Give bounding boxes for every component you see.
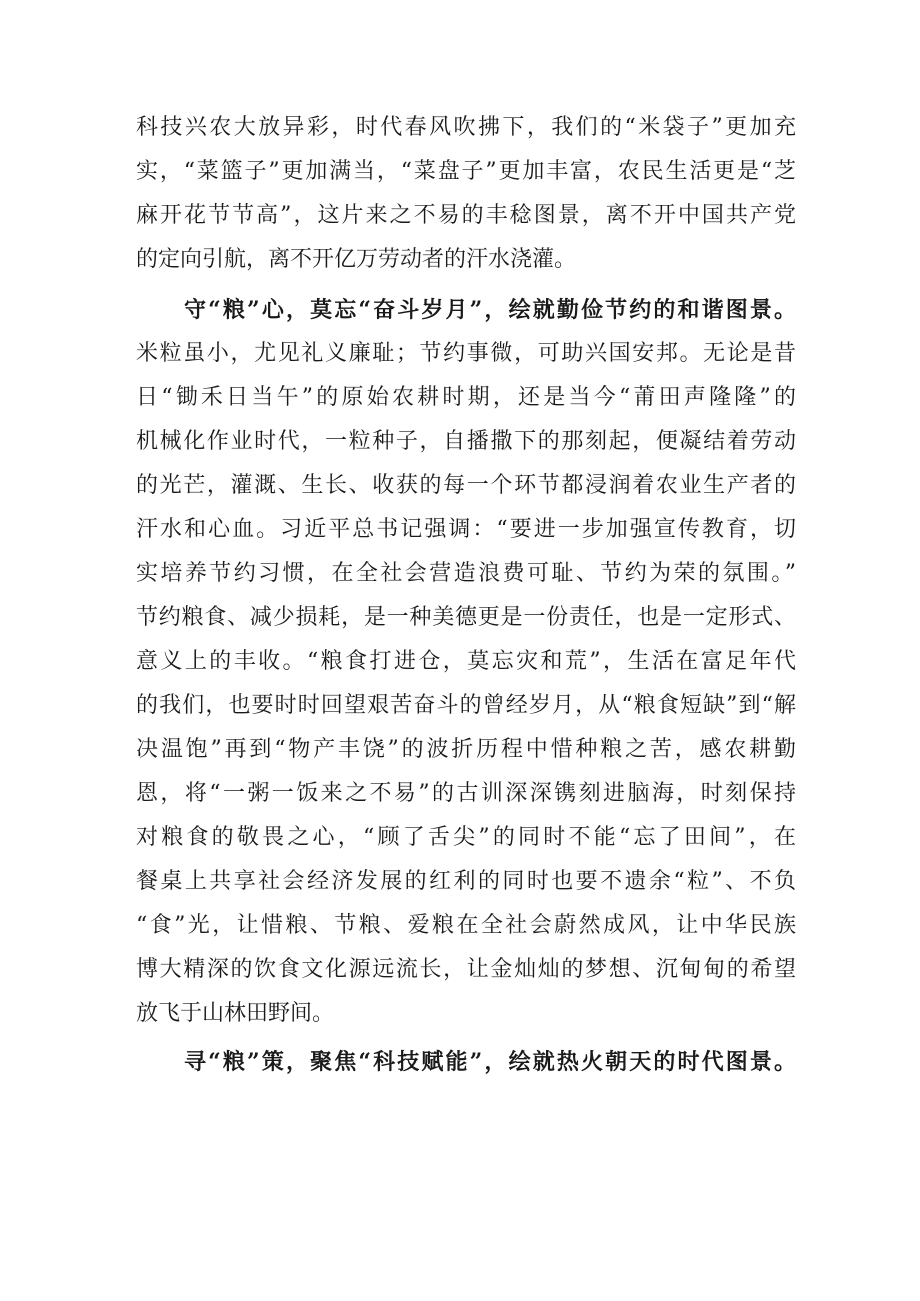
paragraph-2-line-15: 博大精深的饮食文化源远流长，让金灿灿的梦想、沉甸甸的希望 <box>136 957 796 982</box>
paragraph-2-line-4: 的光芒，灌溉、生长、收获的每一个环节都浸润着农业生产者的 <box>136 473 796 498</box>
paragraph-2-line-9: 的我们，也要时时回望艰苦奋斗的曾经岁月，从“粮食短缺”到“解 <box>136 693 796 718</box>
paragraph-2-line-10: 决温饱”再到“物产丰饶”的波折历程中惜种粮之苦，感农耕勤 <box>136 737 796 762</box>
paragraph-2-line-13: 餐桌上共享社会经济发展的红利的同时也要不遗余“粒”、不负 <box>136 869 796 894</box>
paragraph-2-line-12: 对粮食的敬畏之心，“顾了舌尖”的同时不能“忘了田间”，在 <box>136 825 796 850</box>
paragraph-2-line-2: 日“锄禾日当午”的原始农耕时期，还是当今“莆田声隆隆”的 <box>136 385 796 410</box>
paragraph-2-line-11: 恩，将“一粥一饭来之不易”的古训深深镌刻进脑海，时刻保持 <box>136 781 796 806</box>
paragraph-2-line-3: 机械化作业时代，一粒种子，自播撒下的那刻起，便凝结着劳动 <box>136 429 796 454</box>
section-heading-1: 守“粮”心，莫忘“奋斗岁月”，绘就勤俭节约的和谐图景。 <box>184 297 796 323</box>
paragraph-2-line-14: “食”光，让惜粮、节粮、爱粮在全社会蔚然成风，让中华民族 <box>136 913 796 938</box>
paragraph-2-line-16: 放飞于山林田野间。 <box>136 1001 335 1026</box>
paragraph-1-line-4: 的定向引航，离不开亿万劳动者的汗水浇灌。 <box>136 247 577 272</box>
paragraph-2-line-6: 实培养节约习惯，在全社会营造浪费可耻、节约为荣的氛围。” <box>136 561 796 586</box>
paragraph-2-line-7: 节约粮食、减少损耗，是一种美德更是一份责任，也是一定形式、 <box>136 605 796 630</box>
paragraph-2-line-1: 米粒虽小，尤见礼义廉耻；节约事微，可助兴国安邦。无论是昔 <box>136 341 796 366</box>
paragraph-1-line-1: 科技兴农大放异彩，时代春风吹拂下，我们的“米袋子”更加充 <box>136 115 796 140</box>
paragraph-2-line-5: 汗水和心血。习近平总书记强调：“要进一步加强宣传教育，切 <box>136 517 796 542</box>
section-heading-2: 寻“粮”策，聚焦“科技赋能”，绘就热火朝天的时代图景。 <box>184 1049 796 1075</box>
paragraph-1-line-2: 实，“菜篮子”更加满当，“菜盘子”更加丰富，农民生活更是“芝 <box>136 159 796 184</box>
paragraph-1-line-3: 麻开花节节高”，这片来之不易的丰稔图景，离不开中国共产党 <box>136 203 796 228</box>
paragraph-2-line-8: 意义上的丰收。“粮食打进仓，莫忘灾和荒”，生活在富足年代 <box>136 649 796 674</box>
